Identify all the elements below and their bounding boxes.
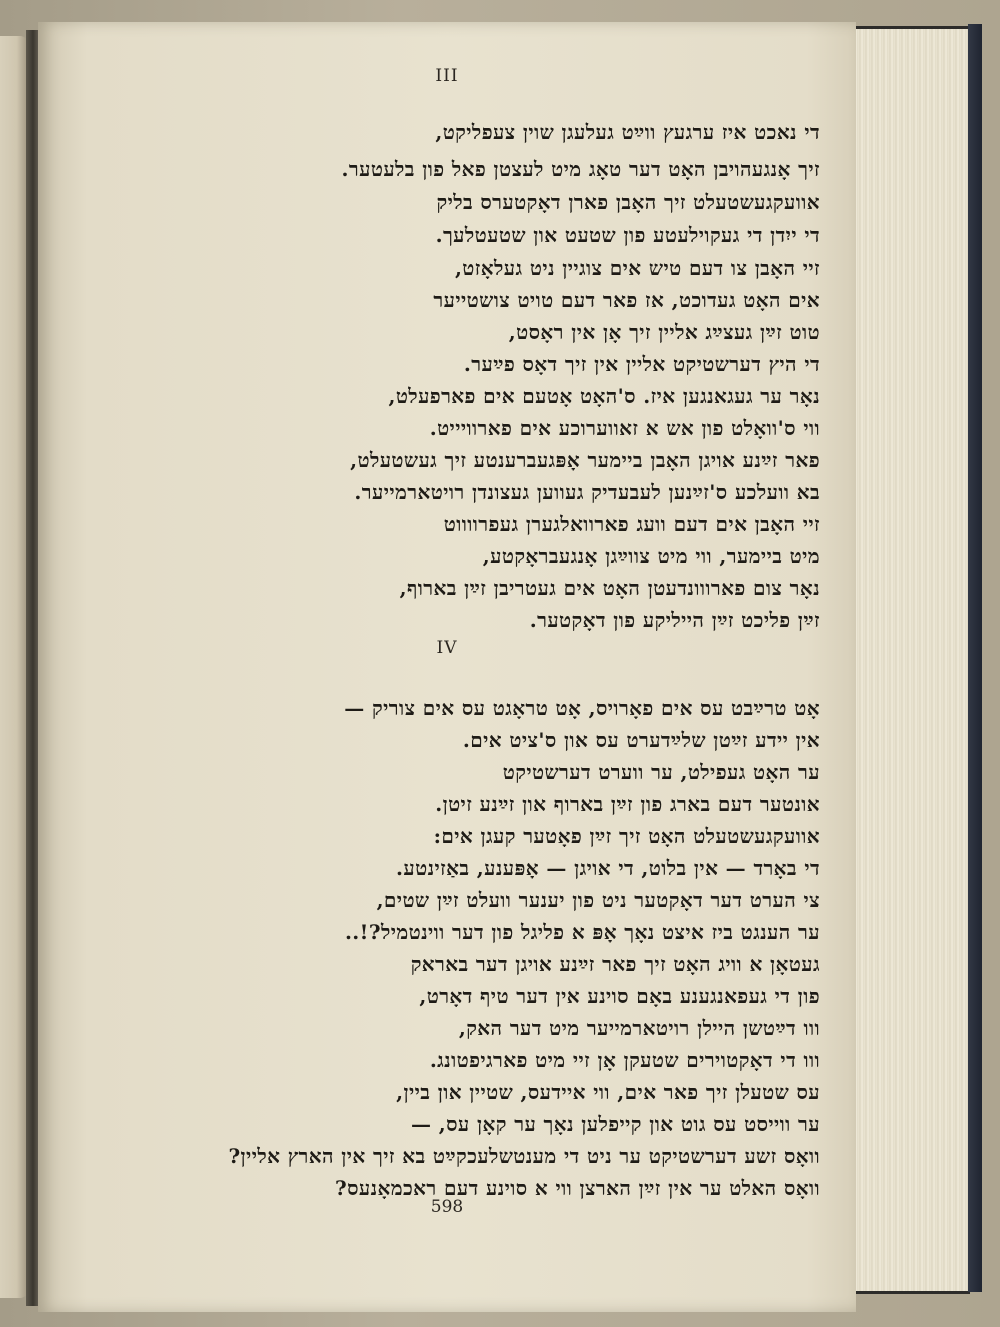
text-line: זיי האָבן צו דעם טיש אים צוגיין ניט געלאָזט,: [454, 256, 820, 280]
text-line: אים האָט געדוכט, אז פאר דעם טויט צושטייער: [433, 288, 820, 312]
text-line: אוועקגעשטעלט זיך האָבן פארן דאָקטערס בליק: [436, 190, 820, 214]
text-line: די באָרד — אין בלוט, די אויגן — אָפּענע, באַזינטע.: [396, 856, 820, 880]
text-line: ער ווייסט עס גוט און קייפלען נאָך ער קאָן עס, —: [411, 1112, 820, 1136]
section-heading-3: III: [435, 66, 459, 86]
text-line: בא וועלכע ס'זײַנען לעבעדיק געווען געצונדן רויטארמייער.: [354, 480, 820, 504]
text-line: אין יידע זײַטן שלײַדערט עס און ס'ציט אים.: [462, 728, 820, 752]
text-line: וואָס זשע דערשטיקט ער ניט די מענטשלעכקײַט בא זיך אין הארץ אליין?: [228, 1144, 820, 1168]
page-block-edges: [852, 26, 970, 1294]
text-line: ווו די דאָקטוירים שטעקן אָן זיי מיט פארגיפטונג.: [429, 1048, 820, 1072]
text-line: עס שטעלן זיך פאר אים, ווי איידעס, שטיין און ביין,: [396, 1080, 820, 1104]
text-line: די היץ דערשטיקט אליין אין זיך דאָס פײַער.: [463, 352, 820, 376]
text-line: זיך אָנגעהויבן האָט דער טאָג מיט לעצטן פאל פון בלעטער.: [341, 157, 820, 181]
text-line: צי הערט דער דאָקטער ניט פון יענער וועלט זײַן שטים,: [376, 888, 820, 912]
book-cover-edge: [968, 24, 982, 1292]
text-line: מיט ביימער, ווי מיט צווײַגן אָנגעבראָקטע,: [482, 544, 820, 568]
text-line: נאָר צום פארווונדעטן האָט אים געטריבן זײַן בארוף,: [399, 576, 820, 600]
text-line: ווו דײַטשן היילן רויטארמייער מיט דער האק,: [458, 1016, 820, 1040]
text-line: די נאכט איז ערגעץ ווײַט געלעגן שוין צעפליקט,: [435, 120, 820, 144]
text-line: אָט טרײַבט עס אים פאָרויס, אָט טראָגט עס אים צוריק —: [344, 696, 820, 720]
text-line: ער הענגט ביז איצט נאָך אָפּ א פליגל פון דער ווינטמיל?!..: [344, 920, 820, 944]
left-page-edge: [0, 36, 28, 1298]
section-heading-4: IV: [436, 638, 458, 658]
text-line: די ייִדן די געקוילעטע פון שטעט און שטעטלעך.: [435, 223, 820, 247]
text-line: ער האָט געפילט, ער ווערט דערשטיקט: [502, 760, 820, 784]
text-line: וואָס האלט ער אין זײַן הארצן ווי א סוינע דעם ראכמאָנעס?: [334, 1176, 820, 1200]
text-line: זיי האָבן אים דעם וועג פארוואלגערן געפרווווט: [443, 512, 820, 536]
text-line: נאָר ער געגאנגען איז. ס'האָט אָטעם אים פארפעלט,: [388, 384, 820, 408]
text-line: זײַן פליכט זײַן הייליקע פון דאָקטער.: [529, 608, 820, 632]
text-line: פון די געפאנגענע באָם סוינע אין דער טיף דאָרט,: [419, 984, 820, 1008]
text-line: ווי ס'וואָלט פון אש א זאווערוכע אים פארוויייט.: [429, 416, 820, 440]
text-line: געטאָן א וויג האָט זיך פאר זײַנע אויגן דער באראק: [410, 952, 820, 976]
book-page: [38, 22, 856, 1312]
page-number: 598: [430, 1197, 464, 1217]
text-line: אוועקגעשטעלט האָט זיך זײַן פאָטער קעגן אים:: [433, 824, 820, 848]
text-line: אונטער דעם בארג פון זײַן בארוף און זײַנע זיטן.: [435, 792, 820, 816]
text-line: טוט זײַן געצײַג אליין זיך אָן אין ראָסט,: [508, 320, 820, 344]
text-line: פאר זײַנע אויגן האָבן ביימער אָפּגעברענטע זיך געשטעלט,: [350, 448, 820, 472]
